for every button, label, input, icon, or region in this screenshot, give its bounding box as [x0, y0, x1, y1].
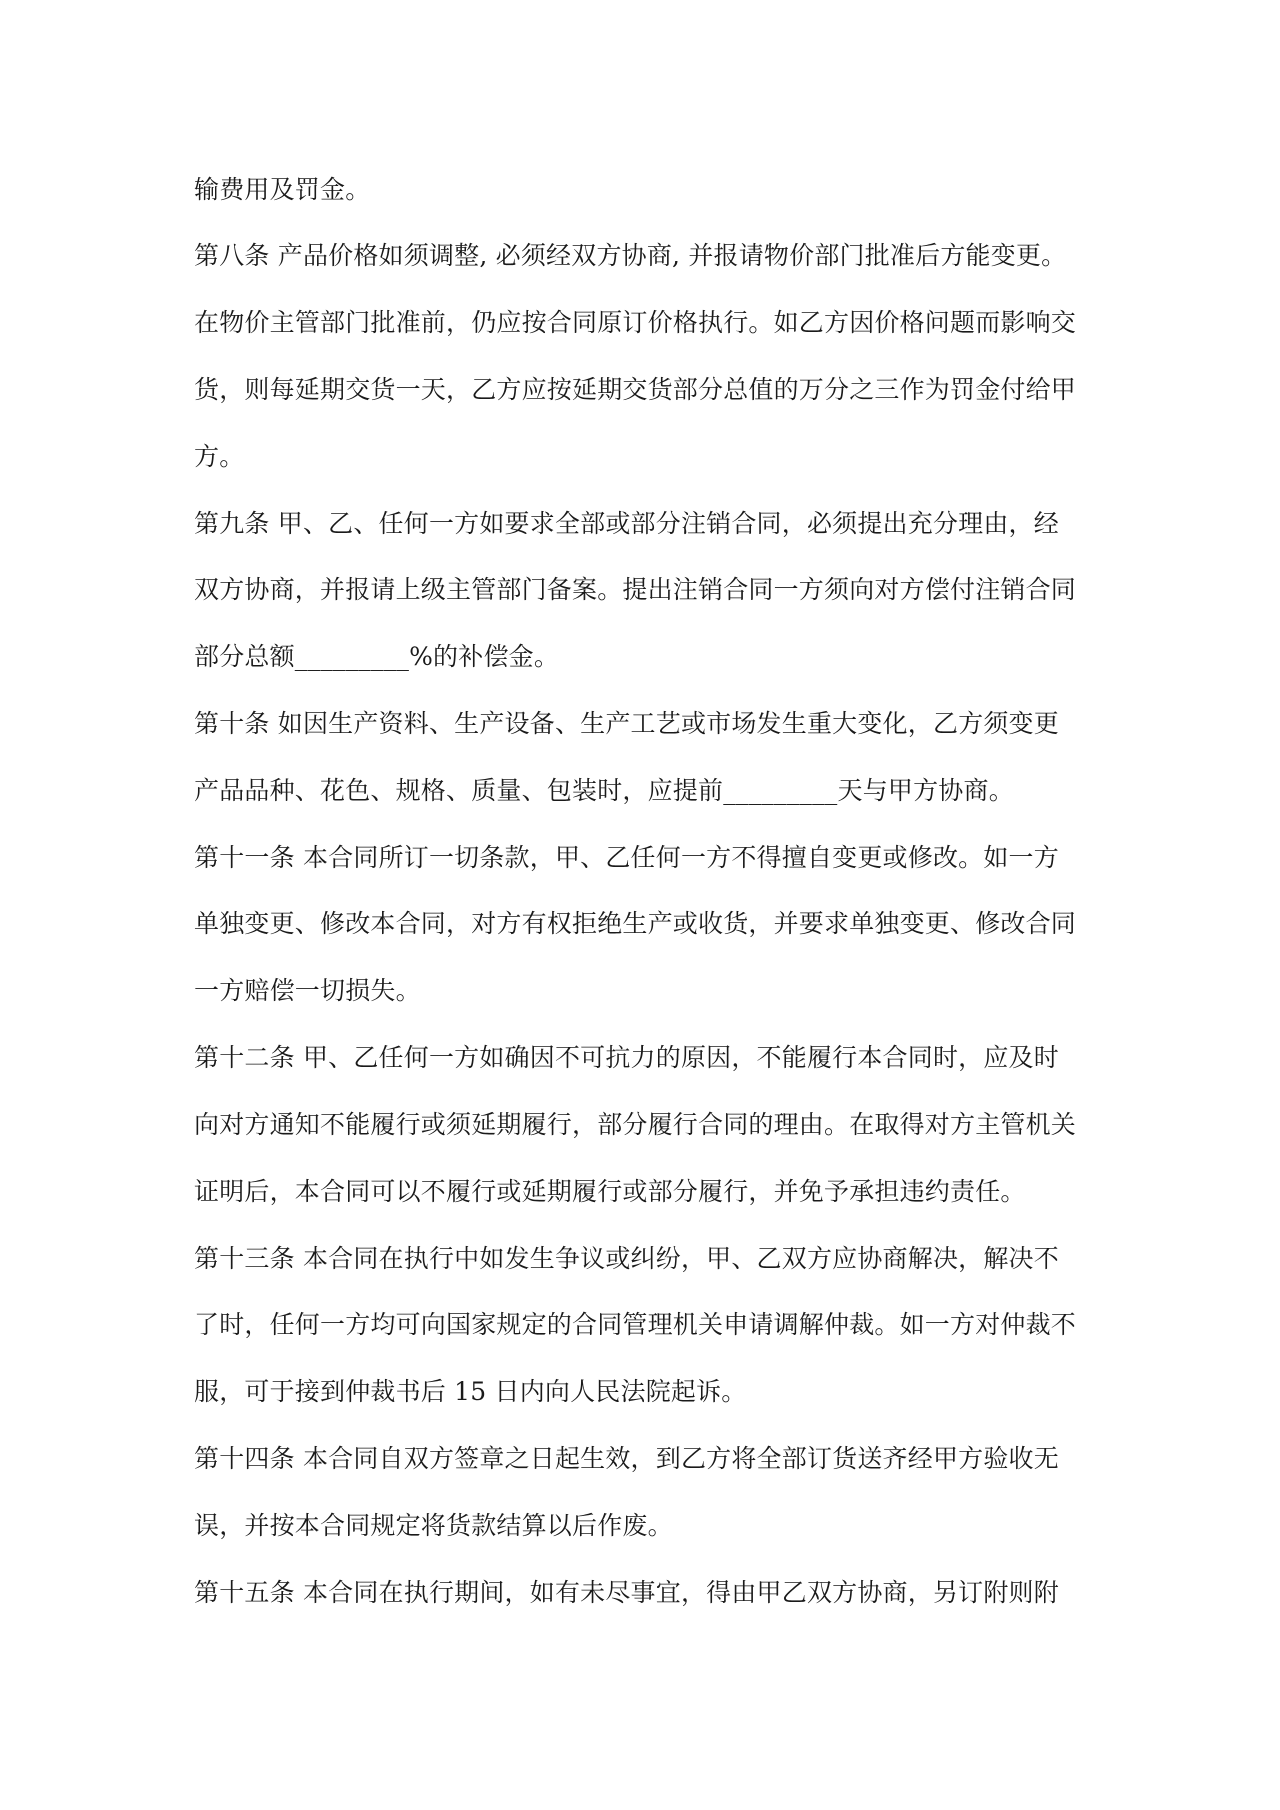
- text-line: 单独变更、修改本合同，对方有权拒绝生产或收货，并要求单独变更、修改合同: [194, 909, 1077, 938]
- text-line: 误，并按本合同规定将货款结算以后作废。: [194, 1511, 673, 1540]
- text-line: 双方协商，并报请上级主管部门备案。提出注销合同一方须向对方偿付注销合同: [194, 575, 1077, 604]
- text-line: 第十三条 本合同在执行中如发生争议或纠纷，甲、乙双方应协商解决，解决不: [194, 1244, 1059, 1273]
- text-line: 货，则每延期交货一天，乙方应按延期交货部分总值的万分之三作为罚金付给甲: [194, 375, 1077, 404]
- text-line: 第八条 产品价格如须调整, 必须经双方协商, 并报请物价部门批准后方能变更。: [194, 241, 1067, 270]
- text-line: 第十五条 本合同在执行期间，如有未尽事宜，得由甲乙双方协商，另订附则附: [194, 1578, 1059, 1607]
- text-line: 了时，任何一方均可向国家规定的合同管理机关申请调解仲裁。如一方对仲裁不: [194, 1310, 1077, 1339]
- text-line: 证明后，本合同可以不履行或延期履行或部分履行，并免予承担违约责任。: [194, 1177, 1026, 1206]
- text-line: 产品品种、花色、规格、质量、包装时，应提前_________天与甲方协商。: [194, 776, 1014, 805]
- text-line: 第十条 如因生产资料、生产设备、生产工艺或市场发生重大变化，乙方须变更: [194, 709, 1059, 738]
- text-line: 一方赔偿一切损失。: [194, 976, 421, 1005]
- text-line: 部分总额_________%的补偿金。: [194, 642, 560, 671]
- text-line: 方。: [194, 442, 245, 471]
- text-line: 第十一条 本合同所订一切条款，甲、乙任何一方不得擅自变更或修改。如一方: [194, 843, 1059, 872]
- text-line: 第十四条 本合同自双方签章之日起生效，到乙方将全部订货送齐经甲方验收无: [194, 1444, 1059, 1473]
- text-line: 在物价主管部门批准前，仍应按合同原订价格执行。如乙方因价格问题而影响交: [194, 308, 1077, 337]
- text-line: 第十二条 甲、乙任何一方如确因不可抗力的原因，不能履行本合同时，应及时: [194, 1043, 1059, 1072]
- text-line: 输费用及罚金。: [194, 175, 371, 204]
- text-line: 服，可于接到仲裁书后 15 日内向人民法院起诉。: [194, 1377, 747, 1406]
- text-line: 向对方通知不能履行或须延期履行，部分履行合同的理由。在取得对方主管机关: [194, 1110, 1077, 1139]
- text-line: 第九条 甲、乙、任何一方如要求全部或部分注销合同，必须提出充分理由，经: [194, 509, 1059, 538]
